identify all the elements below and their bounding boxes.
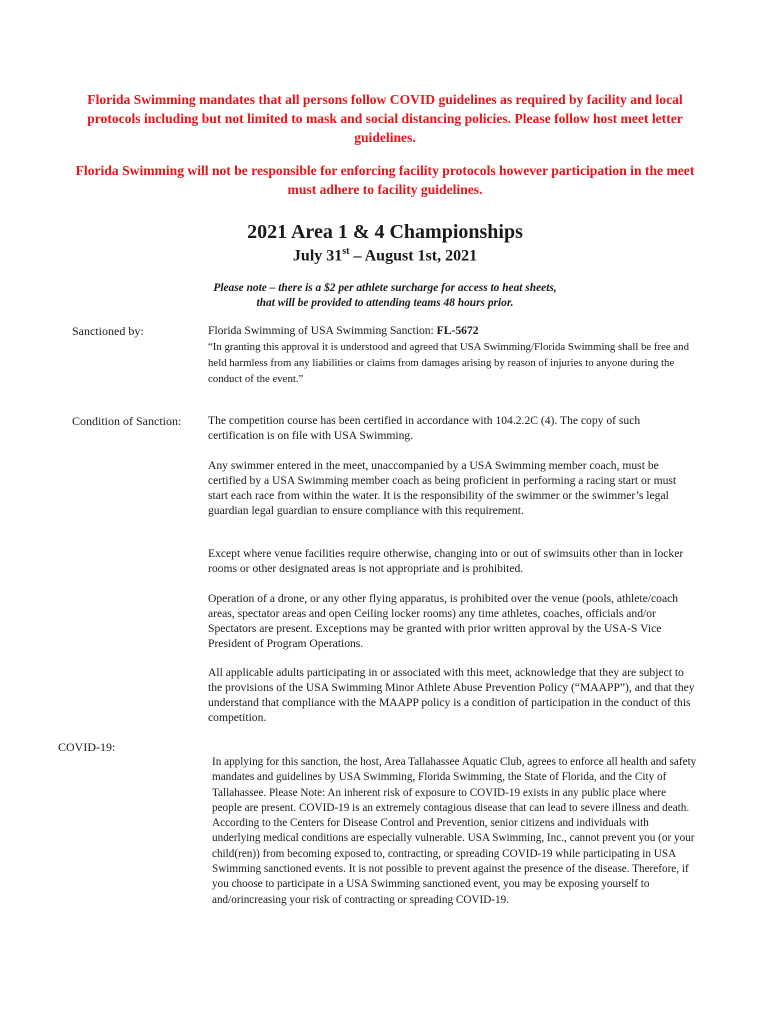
condition-paragraph: Except where venue facilities require otherwise, changing into or out of swimsuits other than in locker rooms or other designated areas is not appropriate and is prohibited. — [208, 547, 684, 575]
condition-paragraph: Any swimmer entered in the meet, unaccompanied by a USA Swimming member coach, must be certified by a USA Swimming member coach as being proficient in performing a racing start or must start each race from within the water. It is the responsibility of the swimmer or the swimmer’s legal guardian legal guardian to ensure compliance with this requirement. — [208, 459, 677, 517]
surcharge-line-2: that will be provided to attending teams 48 hours prior. — [256, 297, 514, 309]
covid-paragraph: In applying for this sanction, the host, Area Tallahassee Aquatic Club, agrees to enforce all health and safety mandates and guidelines by USA Swimming, Florida Swimming, the State of Florida, and the City of Tallahassee. Please Note: An inherent risk of exposure to COVID-19 exists in any public place where people are present. COVID-19 is an extremely contagious disease that can lead to severe illness and death. According to the Centers for Disease Control and Prevention, senior citizens and individuals with underlying medical conditions are especially vulnerable. USA Swimming, Inc., cannot prevent you (or your child(ren)) from becoming exposed to, contracting, or spreading COVID-19 while participating in USA Swimming sanctioned events. It is not possible to prevent against the presence of the disease. Therefore, if you choose to participate in a USA Swimming sanctioned event, you may be exposing yourself to and/orincreasing your risk of contracting or spreading COVID-19. — [212, 756, 697, 906]
date-rest: – August 1st, 2021 — [349, 247, 478, 265]
meet-dates — [0, 246, 770, 265]
sanctioned-by-label: Sanctioned by: — [72, 324, 144, 338]
meet-title: 2021 Area 1 & 4 Championships — [247, 221, 523, 243]
condition-of-sanction-label: Condition of Sanction: — [72, 414, 182, 428]
facility-responsibility-notice: Florida Swimming will not be responsible for enforcing facility protocols however participation in the meet must adhere to facility guidelines. — [75, 163, 695, 197]
sanction-quote: “In granting this approval it is understood and agreed that USA Swimming/Florida Swimming shall be free and held harmless from any liabilities or claims from damages arising by reason of injuries to anyone during the conduct of the event.” — [208, 341, 689, 385]
covid-guidelines-notice: Florida Swimming mandates that all persons follow COVID guidelines as required by facility and local protocols including but not limited to mask and social distancing policies. Please follow host meet letter guidelines. — [87, 92, 683, 145]
covid-19-label: COVID-19: — [58, 740, 116, 754]
condition-paragraph: All applicable adults participating in or associated with this meet, acknowledge that they are subject to the provisions of the USA Swimming Minor Athlete Abuse Prevention Policy (“MAAPP”), and that they understand that compliance with the MAAPP policy is a condition of participation in the conduct of this competition. — [208, 666, 695, 724]
surcharge-line-1: Please note – there is a $2 per athlete surcharge for access to heat sheets, — [213, 282, 557, 294]
surcharge-note — [100, 281, 670, 311]
condition-paragraph: Operation of a drone, or any other flying apparatus, is prohibited over the venue (pools, athlete/coach areas, spectator areas and open Ceiling locker rooms) any time athletes, coaches, officials and/or Spectators are present. Exceptions may be granted with prior written approval by the USA-S Vice President of Program Operations. — [208, 592, 679, 650]
date-start-suffix: st — [342, 246, 350, 257]
date-start: July 31 — [292, 247, 343, 265]
sanction-number: FL-5672 — [436, 324, 479, 337]
condition-paragraph: The competition course has been certified in accordance with 104.2.2C (4). The copy of such certification is on file with USA Swimming. — [208, 414, 641, 442]
sanction-info — [208, 323, 698, 338]
sanction-prefix: Florida Swimming of USA Swimming Sanction: — [208, 324, 437, 337]
